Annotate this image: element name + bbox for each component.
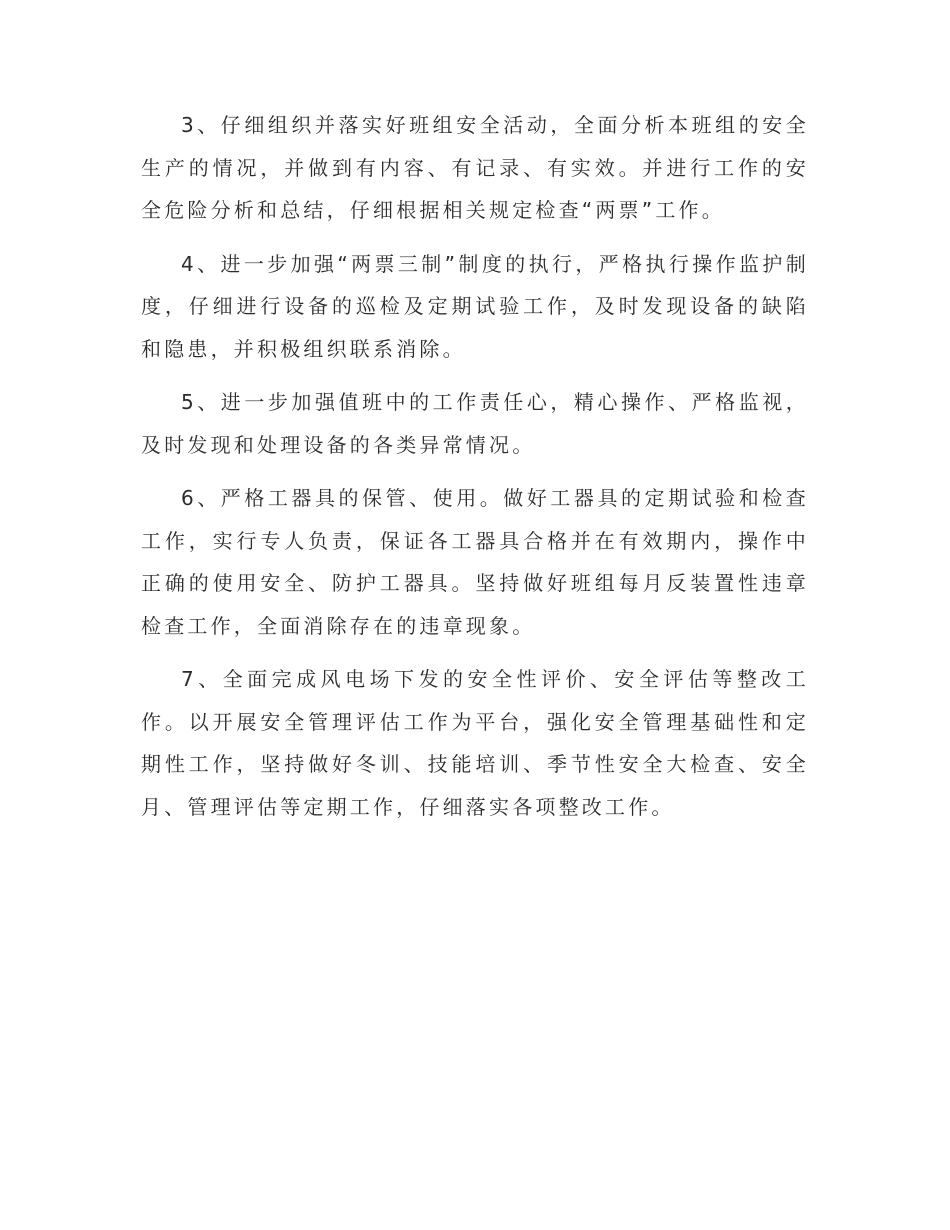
paragraph-item-6: 6、严格工器具的保管、使用。做好工器具的定期试验和检查工作，实行专人负责，保证各工器具合格并在有效期内，操作中正确的使用安全、防护工器具。坚持做好班组每月反装置性违章检查工作，全面消除存在的违章现象。 [141,486,809,638]
paragraph-item-4: 4、进一步加强“两票三制”制度的执行，严格执行操作监护制度，仔细进行设备的巡检及定期试验工作，及时发现设备的缺陷和隐患，并积极组织联系消除。 [141,251,809,361]
paragraph-item-5: 5、进一步加强值班中的工作责任心，精心操作、严格监视，及时发现和处理设备的各类异常情况。 [141,390,809,457]
paragraph-item-7: 7、全面完成风电场下发的安全性评价、安全评估等整改工作。以开展安全管理评估工作为平台，强化安全管理基础性和定期性工作，坚持做好冬训、技能培训、季节性安全大检查、安全月、管理评估等定期工作，仔细落实各项整改工作。 [141,667,809,819]
paragraph-item-3: 3、仔细组织并落实好班组安全活动，全面分析本班组的安全生产的情况，并做到有内容、有记录、有实效。并进行工作的安全危险分析和总结，仔细根据相关规定检查“两票”工作。 [141,113,809,222]
document-body [141,104,809,839]
